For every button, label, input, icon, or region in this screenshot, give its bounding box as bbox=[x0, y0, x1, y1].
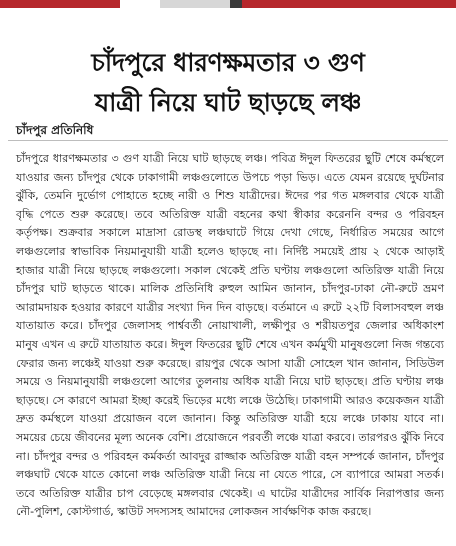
top-color-bar bbox=[0, 0, 456, 8]
top-bar-grey-tab bbox=[160, 0, 230, 8]
top-bar-red-right bbox=[242, 0, 456, 8]
top-bar-red-left bbox=[0, 0, 120, 8]
article-body bbox=[16, 150, 444, 522]
article-headline bbox=[10, 43, 446, 123]
headline-line-2: যাত্রী নিয়ে ঘাট ছাড়ছে লঞ্চ bbox=[94, 87, 362, 117]
article-paragraph: চাঁদপুরে ধারণক্ষমতার ৩ গুণ যাত্রী নিয়ে ঘাট ছাড়ছে লঞ্চ। পবিত্র ঈদুল ফিতরের ছুটি শেষে কর্মস্থলে যাওয়ার জন্য চাঁদপুর থেকে ঢাকাগামী লঞ্চগুলোতে উপচে পড়া ভিড়। এতে যেমন রয়েছে দুর্ঘটনার ঝুঁকি, তেমনি দুর্ভোগ পোহাতে হচ্ছে নারী ও শিশু যাত্রীদের। ঈদের পর গত মঙ্গলবার থেকে যাত্রী বৃদ্ধি পেতে শুরু করেছে। তবে অতিরিক্ত যাত্রী বহনের কথা স্বীকার করেননি বন্দর ও পরিবহন কর্তৃপক্ষ। শুক্রবার সকালে মাদ্রাসা রোডস্থ লঞ্চঘাটে গিয়ে দেখা গেছে, নির্ধারিত সময়ের আগে লঞ্চগুলোর স্বাভাবিক নিয়মানুযায়ী যাত্রী হলেও ছাড়ছে না। নির্দিষ্ট সময়েই প্রায় ২ থেকে আড়াই হাজার যাত্রী নিয়ে ছাড়ছে লঞ্চগুলো। সকাল থেকেই প্রতি ঘণ্টায় লঞ্চগুলো অতিরিক্ত যাত্রী নিয়ে চাঁদপুর ঘাট ছাড়তে থাকে। মালিক প্রতিনিধি রুহুল আমিন জানান, চাঁদপুর-ঢাকা নৌ-রুটে ভ্রমণ আরামদায়ক হওয়ার কারণে যাত্রীর সংখ্যা দিন দিন বাড়ছে। বর্তমানে এ রুটে ২২টি বিলাসবহুল লঞ্চ যাতায়াত করে। চাঁদপুর জেলাসহ পার্শ্ববর্তী নোয়াখালী, লক্ষীপুর ও শরীয়তপুর জেলার অধিকাংশ মানুষ এখন এ রুটে যাতায়াত করে। ঈদুল ফিতরের ছুটি শেষে এখন কর্মমুখী মানুষগুলো নিজ গন্তব্যে ফেরার জন্য লঞ্চেই যাওয়া শুরু করেছে। রায়পুর থেকে আসা যাত্রী সোহেল খান জানান, সিডিউল সময়ে ও নিয়মানুযায়ী লঞ্চগুলো আগের তুলনায় অধিক যাত্রী নিয়ে ঘাট ছাড়ছে। প্রতি ঘণ্টায় লঞ্চ ছাড়ছে। সে কারণে আমরা ইচ্ছা করেই ভিড়ের মধ্যে লঞ্চে উঠেছি। ঢাকাগামী আরও কয়েকজন যাত্রী দ্রুত কর্মস্থলে যাওয়া প্রয়োজন বলে জানান। কিন্তু অতিরিক্ত যাত্রী হয়ে লঞ্চে ঢাকায় যাবে না। সময়ের চেয়ে জীবনের মূল্য অনেক বেশি। প্রয়োজনে পরবর্তী লঞ্চে যাত্রা করবে। তারপরও ঝুঁকি নিবে না। চাঁদপুর বন্দর ও পরিবহন কর্মকর্তা আবদুর রাজ্জাক অতিরিক্ত যাত্রী বহন সম্পর্কে জানান, চাঁদপুর লঞ্চঘাট থেকে যাতে কোনো লঞ্চ অতিরিক্ত যাত্রী নিয়ে না যেতে পারে, সে ব্যাপারে আমরা সতর্ক। তবে অতিরিক্ত যাত্রীর চাপ বেড়েছে মঙ্গলবার থেকেই। এ ঘাটের যাত্রীদের সার্বিক নিরাপত্তার জন্য নৌ-পুলিশ, কোস্টগার্ড, স্কাউট সদস্যসহ আমাদের লোকজন সার্বক্ষণিক কাজ করছে। bbox=[16, 152, 444, 519]
headline-line-1: চাঁদপুরে ধারণক্ষমতার ৩ গুণ bbox=[91, 47, 365, 77]
top-bar-dark-tab bbox=[230, 0, 242, 8]
byline-divider bbox=[8, 140, 448, 141]
article-byline: চাঁদপুর প্রতিনিধি bbox=[16, 123, 94, 137]
